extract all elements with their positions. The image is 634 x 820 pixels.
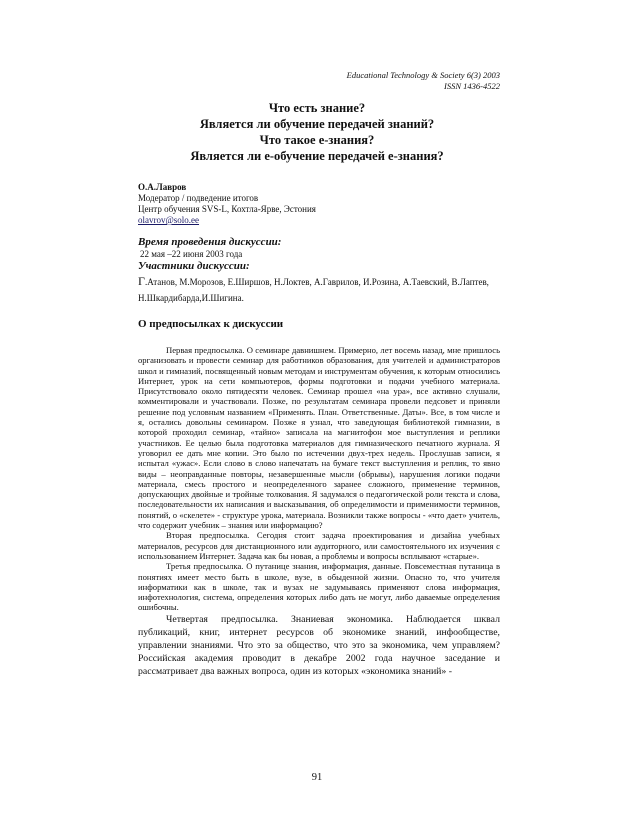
title-line: Является ли обучение передачей знаний? (199, 117, 435, 131)
body-text (138, 345, 500, 678)
discussion-info (138, 236, 498, 306)
section-heading: О предпосылках к дискуссии (138, 318, 284, 330)
paragraph: Третья предпосылка. О путанице знания, информация, данные. Повсеместная путаница в понятиях имеет место быть в школе, вузе, в обыденной жизни. Опасно то, что учителя информатики как в школе, так и вузах не задумываясь применяют слова информация, инфотехнология, система, определения которых либо дать не могут, либо даваемые определения ошибочны. (138, 561, 500, 613)
title-line: Является ли е-обучение передачей е-знания? (190, 149, 444, 163)
journal-issn: ISSN 1436-4522 (444, 81, 500, 91)
journal-citation: Educational Technology & Society 6(3) 2003 (346, 70, 500, 80)
paragraph: Четвертая предпосылка. Знаниевая экономика. Наблюдается шквал публикаций, книг, интернет ресурсов об экономике знаний, инфообществе, управлении знаниями. Что это за общество, что это за экономика, чем управляем? Российская академия проводит в декабре 2002 года научное заседание и рассматривает два важных вопроса, один из которых «экономика знаний» - (138, 613, 500, 677)
author-email-link[interactable]: olavrov@solo.ee (138, 215, 200, 225)
discussion-dates: 22 мая –22 июня 2003 года (140, 249, 243, 259)
paper-title (130, 100, 504, 164)
journal-header (347, 70, 500, 92)
participants-names: .Атанов, М.Морозов, Е.Ширшов, Н.Локтев, А.Гаврилов, И.Розина, А.Таевский, В.Лаптев, Н.Шкардибарда,И.Шигина. (138, 277, 489, 303)
page-number: 91 (311, 772, 323, 783)
participants-label: Участники дискуссии: (138, 260, 250, 272)
discussion-time-label: Время проведения дискуссии: (138, 236, 282, 248)
author-name: О.А.Лавров (138, 182, 187, 192)
paragraph: Вторая предпосылка. Сегодня стоит задача проектирования и дизайна учебных материалов, ресурсов для дистанционного или аудиторного, или самостоятельного их изучения с использованием Интернет. Задача как бы новая, а проблемы и вопросы всплывают «старые». (138, 530, 500, 561)
title-line: Что такое е-знания? (259, 133, 375, 147)
title-line: Что есть знание? (268, 101, 366, 115)
paragraph: Первая предпосылка. О семинаре давнишнем. Примерно, лет восемь назад, мне пришлось организовать и провести семинар для работников образования, для учителей и администраторов школ и гимназий, посвященный новым методам и инструментам обучения, к которым относились Интернет, урок на сети компьютеров, формы подготовки и подачи учебного материала. Присутствовало около пятидесяти человек. Семинар прошел «на ура», все активно слушали, комментировали и участвовали. Позже, по результатам семинара провели педсовет и приняли решение под условным названием «Применять. План. Ответственные. Даты». Все, в том числе и я, остались довольны семинаром. Позже я узнал, что заведующая библиотекой гимназии, в которой проходил семинар, «тайно» записала на магнитофон мое выступления и реплики участников. Ее целью была подготовка материалов для гимназического печатного журнала. Я уговорил ее дать мне копии. Это было по истечении двух-трех недель. Прослушав записи, я испытал «ужас». Если слово в слово напечатать на бумаге текст выступления и реплик, то явно виды – неоправданные повторы, незавершенные мысли (обрывы), нарушения логики подачи материала, смесь простого и неопределенного заранее сложного, применение терминов, допускающих двойные и тройные толкования. Я задумался о педагогической роли текста и слова, последовательности их написания и высказывания, об определимости и применимости терминов, понятий, о «скелете» - структуре урока, материала. Возникли также вопросы - «что дает» учитель, что содержит учебник – знания или информацию? (138, 345, 500, 531)
author-role: Модератор / подведение итогов (138, 193, 259, 203)
participants-initial: Г (138, 274, 145, 288)
author-organization: Центр обучения SVS-L, Кохтла-Ярве, Эстония (138, 204, 316, 214)
participants-list (138, 273, 498, 306)
author-block (138, 182, 316, 226)
